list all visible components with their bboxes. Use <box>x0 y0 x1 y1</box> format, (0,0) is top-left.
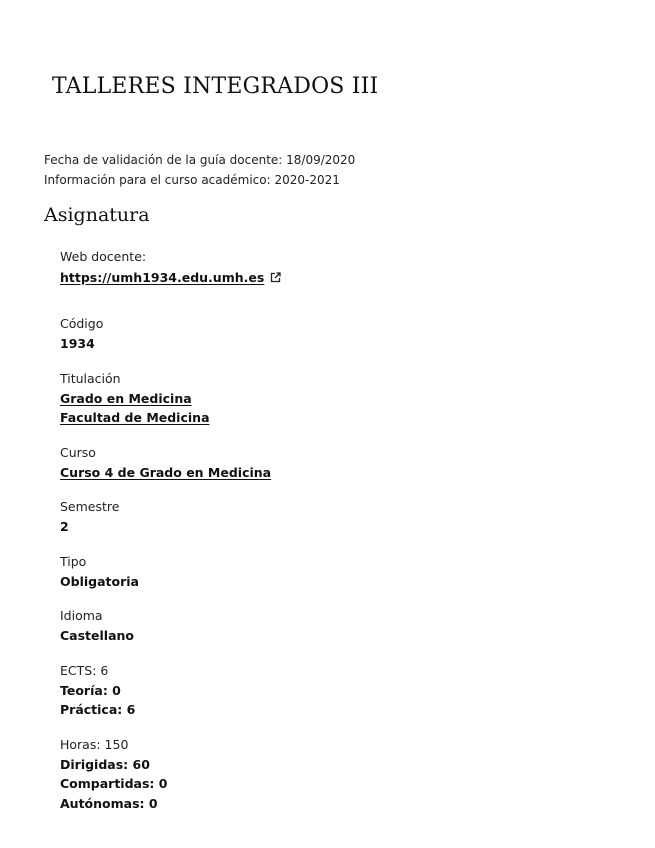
section-title-asignatura: Asignatura <box>44 204 150 226</box>
web-docente-label: Web docente: <box>60 249 147 264</box>
field-codigo <box>60 314 103 353</box>
academic-year-info: Información para el curso académico: 2020-2021 <box>44 173 340 187</box>
curso-label: Curso <box>60 445 96 460</box>
field-horas <box>60 735 167 813</box>
ects-practice: Práctica: 6 <box>60 702 136 717</box>
semestre-label: Semestre <box>60 499 120 514</box>
field-web-docente <box>60 247 281 287</box>
page-title: TALLERES INTEGRADOS III <box>52 74 379 99</box>
field-curso <box>60 443 271 482</box>
field-idioma <box>60 606 134 645</box>
idioma-label: Idioma <box>60 608 103 623</box>
web-docente-link-row <box>60 267 281 286</box>
titulacion-degree-link[interactable]: Grado en Medicina <box>60 390 192 406</box>
validation-date: Fecha de validación de la guía docente: 18/09/2020 <box>44 153 356 167</box>
ects-label: ECTS: 6 <box>60 663 109 678</box>
semestre-value: 2 <box>60 518 69 534</box>
horas-autonomous: Autónomas: 0 <box>60 795 158 811</box>
curso-link[interactable]: Curso 4 de Grado en Medicina <box>60 464 272 480</box>
tipo-label: Tipo <box>60 554 87 569</box>
field-titulacion <box>60 369 210 428</box>
tipo-value: Obligatoria <box>60 573 139 589</box>
field-semestre <box>60 497 119 536</box>
external-link-icon[interactable] <box>270 268 281 287</box>
horas-shared: Compartidas: 0 <box>60 776 168 791</box>
ects-theory: Teoría: 0 <box>60 682 121 698</box>
idioma-value: Castellano <box>60 627 134 643</box>
titulacion-label: Titulación <box>60 371 121 386</box>
codigo-value: 1934 <box>60 335 95 351</box>
titulacion-faculty-link[interactable]: Facultad de Medicina <box>60 410 210 425</box>
web-docente-link[interactable]: https://umh1934.edu.umh.es <box>60 269 265 285</box>
horas-label: Horas: 150 <box>60 737 129 752</box>
codigo-label: Código <box>60 316 104 331</box>
field-ects <box>60 661 135 720</box>
horas-directed: Dirigidas: 60 <box>60 756 150 772</box>
field-tipo <box>60 552 139 591</box>
